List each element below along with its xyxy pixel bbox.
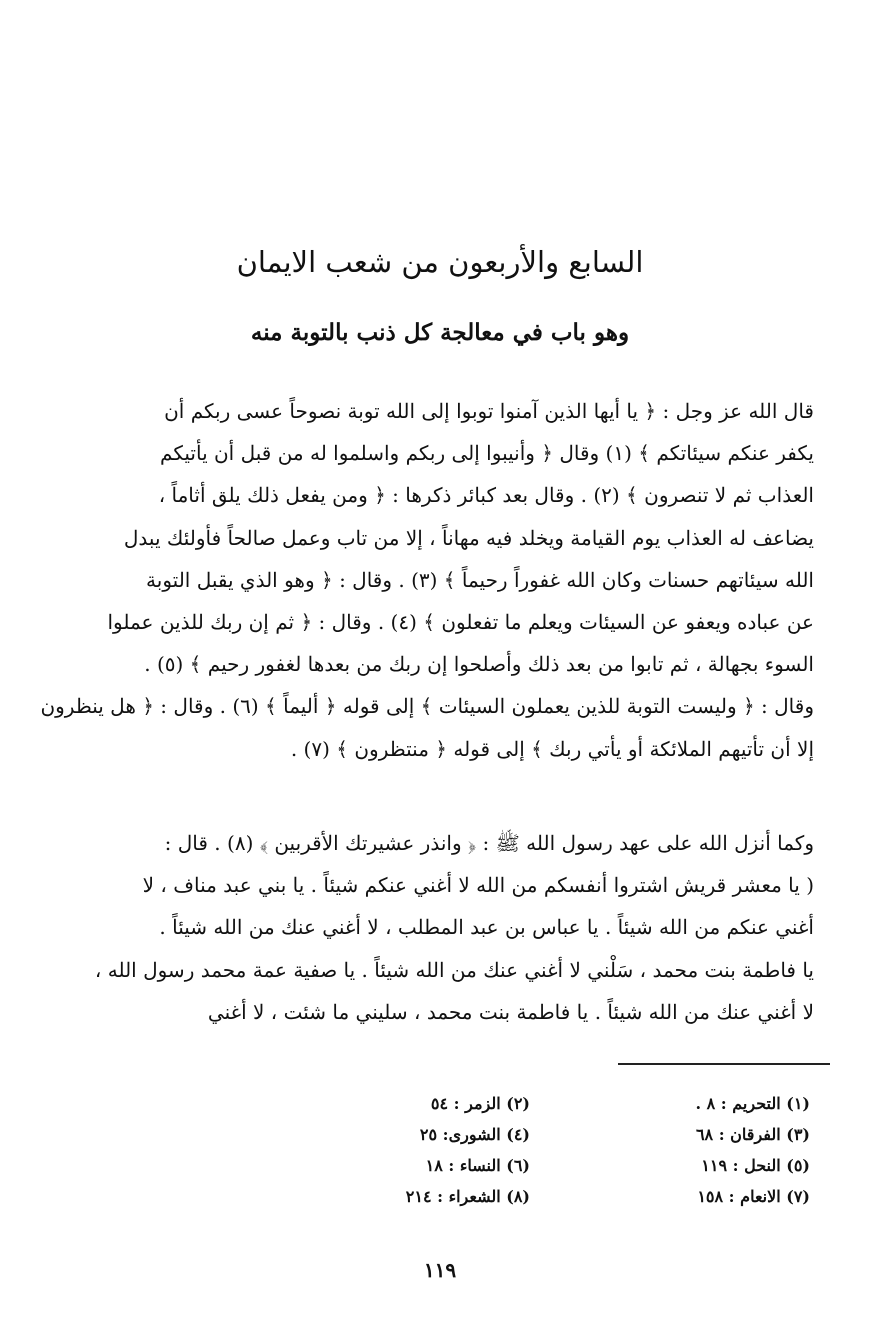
- footnote: (١) التحريم : ٨ .: [695, 1094, 810, 1113]
- footnote: (٦) النساء : ١٨: [425, 1156, 530, 1175]
- text-line: وكما أنزل الله على عهد رسول الله ﷺ : ﴿ وانذر عشيرتك الأقربين ﴾ (٨) . قال :: [164, 831, 814, 855]
- paragraph-hadith: [74, 822, 814, 1033]
- chapter-title: السابع والأربعون من شعب الايمان: [236, 245, 644, 279]
- text-line: وقال : ﴿ وليست التوبة للذين يعملون السيئات ﴾ إلى قوله ﴿ أليماً ﴾ (٦) . وقال : ﴿ هل ينظرون: [40, 694, 814, 719]
- paragraph-quran-verses: [40, 390, 814, 770]
- text-line: أغني عنكم من الله شيئاً . يا عباس بن عبد المطلب ، لا أغني عنك من الله شيئاً .: [159, 915, 814, 940]
- text-line: العذاب ثم لا تنصرون ﴾ (٢) . وقال بعد كبائر ذكرها : ﴿ ومن يفعل ذلك يلق أثاماً ،: [158, 483, 814, 508]
- chapter-subtitle: وهو باب في معالجة كل ذنب بالتوبة منه: [250, 319, 630, 346]
- text-line: الله سيئاتهم حسنات وكان الله غفوراً رحيماً ﴾ (٣) . وقال : ﴿ وهو الذي يقبل التوبة: [146, 567, 814, 592]
- text-line: لا أغني عنك من الله شيئاً . يا فاطمة بنت محمد ، سليني ما شئت ، لا أغني: [207, 999, 814, 1024]
- text-line: قال الله عز وجل : ﴿ يا أيها الذين آمنوا توبوا إلى الله توبة نصوحاً عسى ربكم أن: [164, 399, 814, 423]
- text-line: يا فاطمة بنت محمد ، سَلْني لا أغني عنك من الله شيئاً . يا صفية عمة محمد رسول الله ،: [94, 957, 814, 982]
- text-line: ( يا معشر قريش اشتروا أنفسكم من الله لا أغني عنكم شيئاً . يا بني عبد مناف ، لا: [142, 873, 814, 898]
- footnote: (٥) النحل : ١١٩: [701, 1156, 810, 1175]
- footnote-divider: [618, 1063, 830, 1065]
- footnote: (٤) الشورى: ٢٥: [419, 1125, 530, 1144]
- text-line: يكفر عنكم سيئاتكم ﴾ (١) وقال ﴿ وأنيبوا إلى ربكم واسلموا له من قبل أن يأتيكم: [160, 441, 814, 466]
- footnote: (٧) الانعام : ١٥٨: [697, 1187, 810, 1206]
- footnotes-right-column: [600, 1088, 810, 1212]
- footnote: (٢) الزمر : ٥٤: [430, 1094, 530, 1113]
- text-line: عن عباده ويعفو عن السيئات ويعلم ما تفعلون ﴾ (٤) . وقال : ﴿ ثم إن ربك للذين عملوا: [107, 610, 814, 635]
- footnote: (٨) الشعراء : ٢١٤: [405, 1187, 530, 1206]
- text-line: السوء بجهالة ، ثم تابوا من بعد ذلك وأصلحوا إن ربك من بعدها لغفور رحيم ﴾ (٥) .: [144, 652, 814, 677]
- footnote: (٣) الفرقان : ٦٨: [695, 1125, 810, 1144]
- page-number: ١١٩: [423, 1258, 457, 1282]
- text-line: إلا أن تأتيهم الملائكة أو يأتي ربك ﴾ إلى قوله ﴿ منتظرون ﴾ (٧) .: [290, 736, 814, 761]
- text-line: يضاعف له العذاب يوم القيامة ويخلد فيه مهاناً ، إلا من تاب وعمل صالحاً فأولئك يبدل: [123, 525, 814, 550]
- footnotes-left-column: [340, 1088, 530, 1212]
